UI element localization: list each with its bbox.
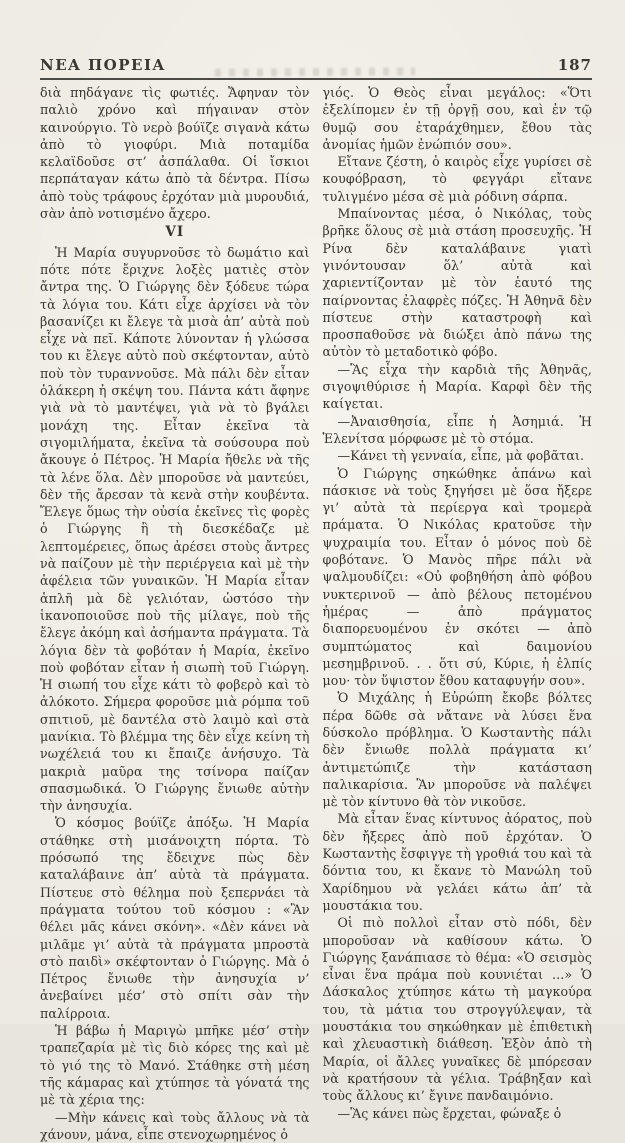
text-columns xyxy=(40,84,592,1143)
right-column xyxy=(323,84,593,1143)
paragraph-continuation: γιός. Ὁ Θεὸς εἶναι μεγάλος: «Ὅτι ἐξελίπομεν ἐν τῇ ὀργῇ σου, καὶ ἐν τῷ θυμῷ σου ἐταράχθημεν, ἔθου τὰς ἀνομίας ἡμῶν ἐνώπιόν σου». xyxy=(322,85,592,152)
paragraph: Μπαίνοντας μέσα, ὁ Νικόλας, τοὺς βρῆκε ὅλους σὲ μιὰ στάση προσευχῆς. Ἡ Ρίνα δὲν καταλάβαινε γιατὶ γινόντουσαν ὅλ’ αὐτὰ καὶ χαριεντίζονταν μὲ τὸν ἑαυτό της παίρνοντας ἐλαφρὲς πόζες. Ἡ Ἀθηνᾶ δὲν πίστευε στὴν καταστροφὴ καὶ προσπαθοῦσε νὰ διώξει ἀπὸ πάνω της αὐτὸν τὸ μεταδοτικὸ φόβο. xyxy=(322,206,592,360)
left-column xyxy=(40,84,310,1143)
paragraph: Μὰ εἶταν ἕνας κίντυνος ἀόρατος, ποὺ δὲν ἤξερες ἀπὸ ποῦ ἐρχόταν. Ὁ Κωσταντὴς ἔσφιγγε τὴ γροθιά του καὶ τὰ δόντια του, κι ἔκανε τὸ Μανώλη τοῦ Χαρίδημου νὰ γελάει κάτω ἀπ’ τὰ μουστάκια του. xyxy=(322,811,592,913)
dialogue-line: —Μὴν κάνεις καὶ τοὺς ἄλλους νὰ τὰ χάνουν, μάνα, εἶπε στενοχωρημένος ὁ xyxy=(40,1109,310,1142)
dialogue-line: —Ἂς εἶχα τὴν καρδιὰ τῆς Ἀθηνᾶς, σιγοψιθύρισε ἡ Μαρία. Καρφὶ δὲν τῆς καίγεται. xyxy=(322,361,592,412)
paragraph: Εἴτανε ζέστη, ὁ καιρὸς εἶχε γυρίσει σὲ κουφόβραση, τὸ φεγγάρι εἴτανε τυλιγμένο μέσα σὲ μιὰ ρόδινη σάρπα. xyxy=(322,154,592,204)
section-heading-vi: VI xyxy=(165,224,185,241)
paragraph: Ὁ κόσμος βούϊζε ἀπόξω. Ἡ Μαρία στάθηκε στὴ μισάνοιχτη πόρτα. Τὸ πρόσωπό της ἔδειχνε πὼς δὲν καταλάβαινε ἀπ’ αὐτὰ τὰ πράγματα. Πίστευε στὸ θέλημα ποὺ ξεπερνάει τὰ πράγματα τούτου τοῦ κόσμου : «Ἂν θέλει μᾶς κάνει σκόνη». «Δὲν κάνει νὰ μιλᾶμε γι’ αὐτὰ τὰ πράγματα μπροστὰ στὸ παιδὶ» σκέφτονταν ὁ Γιώργης. Μὰ ὁ Πέτρος ἔνιωθε τὴν ἀνησυχία ν’ ἀνεβαίνει μέσ’ στὸ σπίτι σὰν τὴν παλίρροια. xyxy=(40,815,310,1021)
page-header xyxy=(40,56,592,80)
paragraph: Ὁ Γιώργης σηκώθηκε ἀπάνω καὶ πάσκισε νὰ τοὺς ξηγήσει μὲ ὅσα ἤξερε γι’ αὐτὰ τὰ περίεργα καὶ τρομερὰ πράματα. Ὁ Νικόλας κρατοῦσε τὴν ψυχραιμία του. Εἶταν ὁ μόνος ποὺ δὲ φοβότανε. Ὁ Μανὸς πῆρε πάλι νὰ ψαλμουδίζει: «Οὐ φοβηθήση ἀπὸ φόβου νυκτερινοῦ — ἀπὸ βέλους πετομένου ἡμέρας — ἀπὸ πράγματος διαπορευομένου ἐν σκότει — ἀπὸ συμπτώματος καὶ δαιμονίου μεσημβρινοῦ. . . ὅτι σύ, Κύριε, ἡ ἐλπίς μου· τὸν ὕψιστον ἔθου καταφυγήν σου». xyxy=(322,465,592,689)
dialogue-line: —Ἂς κάνει πὼς ἔρχεται, φώναξε ὁ xyxy=(337,1105,562,1121)
dialogue-line: —Κάνει τὴ γενναία, εἶπε, μὰ φοβᾶται. xyxy=(337,448,585,464)
paragraph-continuation: διὰ πηδάγανε τὶς φωτιές. Ἄφηναν τὸν παλιὸ χρόνο καὶ πήγαιναν στὸν καινούργιο. Τὸ νερὸ βούϊζε σιγανὰ κάτω ἀπὸ τὸ γιοφύρι. Μιὰ ποταμίδα κελαϊδοῦσε στ’ ἀσπάλαθα. Οἱ ἴσκιοι περπάταγαν κάτω ἀπὸ τὰ δέντρα. Πίσω ἀπὸ τοὺς τράφους ἐρχόταν μιὰ μυρουδιά, σὰν ἀπὸ νοτισμένο ἄχερο. xyxy=(40,85,310,222)
dialogue-line: —Ἀναισθησία, εἶπε ἡ Ἀσημιά. Ἡ Ἑλενίτσα μόρφωσε μὲ τὸ στόμα. xyxy=(322,413,592,446)
paragraph: Οἱ πιὸ πολλοὶ εἶταν στὸ πόδι, δὲν μποροῦσαν νὰ καθίσουν κάτω. Ὁ Γιώργης ξανάπιασε τὸ θέμα: «Ὁ σεισμὸς εἶναι ἕνα πράμα ποὺ κουνιέται ...» Ὁ Δάσκαλος χτύπησε κάτω τὴ μαγκούρα του, τὰ μάτια του στρογγύλεψαν, τὰ μουστάκια του σηκώθηκαν μὲ ἐπιθετικὴ καὶ χλευαστικὴ διάθεση. Ἐξὸν ἀπὸ τὴ Μαρία, οἱ ἄλλες γυναῖκες δὲ μπόρεσαν νὰ κρατήσουν τὰ γέλια. Τράβηξαν καὶ τοὺς ἄλλους κι’ ἔγινε πανδαιμόνιο. xyxy=(322,915,592,1104)
paragraph: Ἡ βάβω ἡ Μαριγὼ μπῆκε μέσ’ στὴν τραπεζαρία μὲ τὶς διὸ κόρες της καὶ μὲ τὸ γιό της τὸ Μανό. Στάθηκε στὴ μέση τῆς κάμαρας καὶ χτύπησε τὰ γόνατά της μὲ τὰ χέρια της: xyxy=(40,1023,310,1108)
journal-title: ΝΕΑ ΠΟΡΕΙΑ xyxy=(40,56,166,74)
paragraph: Ὁ Μιχάλης ἡ Εὐρώπη ἔκοβε βόλτες πέρα δῶθε σὰ νἄτανε νὰ λύσει ἕνα δύσκολο πρόβλημα. Ὁ Κωσταντὴς πάλι δὲν ἔνιωθε πολλὰ πράγματα κι’ ἀντιμετώπιζε τὴν κατάσταση παλικαρίσια. Ἂν μποροῦσε νὰ παλέψει μὲ τὸν κίντυνο θὰ τὸν νικοῦσε. xyxy=(322,690,592,810)
paragraph: Ἡ Μαρία συγυρνοῦσε τὸ δωμάτιο καὶ πότε πότε ἔριχνε λοξὲς ματιὲς στὸν ἄντρα της. Ὁ Γιώργης δὲν ξόδευε τώρα τὰ λόγια του. Κάτι εἶχε ἀρχίσει νὰ τὸν βασανίζει κι ἔλεγε τὰ μισὰ ἀπ’ αὐτὰ ποὺ εἶχε νὰ πεῖ. Κάποτε λύνονταν ἡ γλώσσα του κι ἔλεγε αὐτὸ ποὺ σκέφτονταν, αὐτὸ ποὺ τὸν τυραννοῦσε. Μὰ πάλι δὲν εἶταν ὁλάκερη ἡ σκέψη του. Πάντα κάτι ἄφηνε γιὰ νὰ τὸ μαντέψει, γιὰ νὰ τὸ βγάλει μονάχη της. Εἶταν ἐκεῖνα τὰ σιγομιλήματα, ἐκεῖνα τὰ σούσουρα ποὺ ἄκουγε ὁ Πέτρος. Ἡ Μαρία ἤθελε νὰ τῆς τὰ λένε ὅλα. Δὲν μποροῦσε νὰ μαντεύει, δὲν τῆς ἄρεσαν τὰ κενὰ στὴν κουβέντα. Ἔλεγε ὅμως τὴν οὐσία ἐκεῖνες τὶς φορὲς ὁ Γιώργης ἢ τὴ διεσκέδαζε μὲ λεπτομέρειες, ὅπως ἀρέσει στοὺς ἄντρες νὰ παίζουν μὲ τὴν περιέργεια καὶ μὲ τὴν ἀφέλεια τῶν γυναικῶν. Ἡ Μαρία εἶταν ἁπλῆ μὰ δὲ γελιόταν, ὡστόσο τὴν ἱκανοποιοῦσε ποὺ τῆς μίλαγε, ποὺ τῆς ἔλεγε ἀκόμη καὶ ἀσήμαντα πράγματα. Τὰ λόγια δὲν τὰ φοβόταν ἡ Μαρία, ἐκεῖνο ποὺ φοβόταν εἶταν ἡ σιωπὴ τοῦ Γιώργη. Ἡ σιωπή του εἶχε κάτι τὸ φοβερὸ καὶ τὸ ἀλόκοτο. Σήμερα φοροῦσε μιὰ ρόμπα τοῦ σπιτιοῦ, μὲ δαντέλα στὸ λαιμὸ καὶ στὰ μανίκια. Τὸ βλέμμα της δὲν εἶχε κείνη τὴ νωχέλειά του κι ἔπαιζε ἀνήσυχο. Τὰ μακριὰ μαῦρα της τσίνορα παίζαν σπασμωδικά. Ὁ Γιώργης ἔνιωθε αὐτὴν τὴν ἀνησυχία. xyxy=(40,244,310,814)
page-number: 187 xyxy=(557,56,592,74)
